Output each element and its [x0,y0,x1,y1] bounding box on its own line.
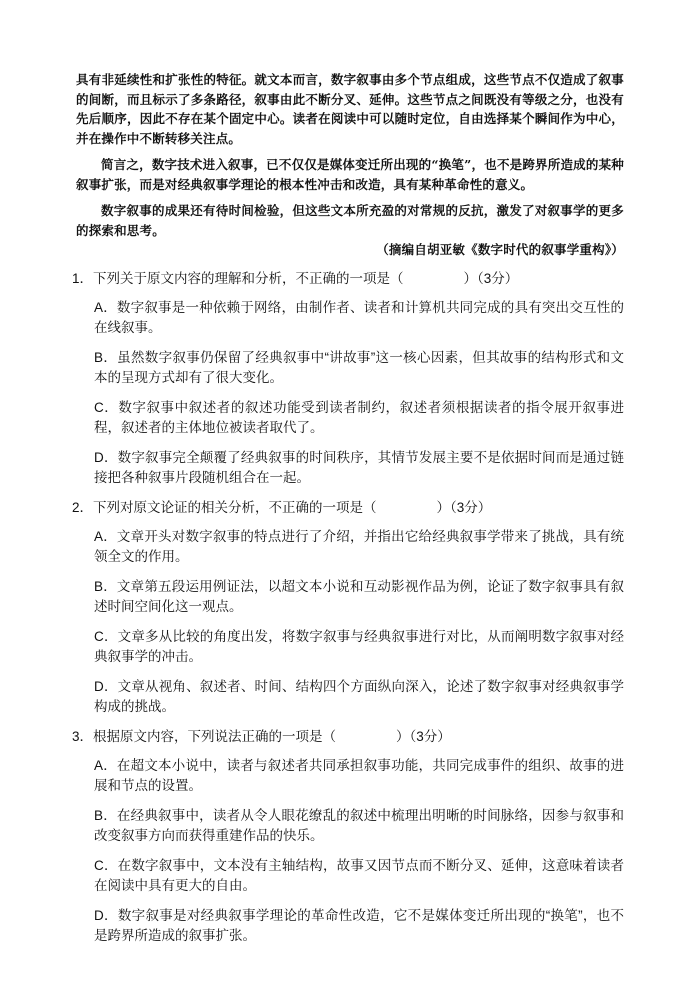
question-stem-text: 3．根据原文内容，下列说法正确的一项是（ [72,728,337,744]
passage-paragraph: 简言之，数字技术进入叙事，已不仅仅是媒体变迁所出现的“换笔”，也不是跨界所造成的某种叙事扩张，而是对经典叙事学理论的根本性冲击和改造，具有某种革命性的意义。 [76,157,624,192]
passage-paragraph-text: 数字叙事的成果还有待时间检验，但这些文本所充盈的对常规的反抗，激发了对叙事学的更多的探索和思考。 [76,203,624,238]
option-a: A．文章开头对数字叙事的特点进行了介绍，并指出它给经典叙事学带来了挑战，具有统领全文的作用。 [94,528,624,564]
question-score: ）（3分） [396,728,451,744]
option-d: D．数字叙事完全颠覆了经典叙事的时间秩序，其情节发展主要不是依据时间而是通过链接把各种叙事片段随机组合在一起。 [94,449,624,485]
option-a: A．数字叙事是一种依赖于网络，由制作者、读者和计算机共同完成的具有突出交互性的在线叙事。 [94,299,624,335]
option-d: D．数字叙事是对经典叙事学理论的革命性改造，它不是媒体变迁所出现的“换笔”，也不是跨界所造成的叙事扩张。 [94,907,624,943]
question-score: ）（3分） [436,499,492,515]
option-c: C．数字叙事中叙述者的叙述功能受到读者制约，叙述者须根据读者的指令展开叙事进程，叙述者的主体地位被读者取代了。 [94,399,624,435]
source-citation: （摘编自胡亚敏《数字时代的叙事学重构》） [376,242,624,257]
question-stem [72,727,624,747]
reading-passage [76,70,624,260]
document-page [72,70,624,947]
question-1 [72,269,624,489]
passage-paragraph [76,201,624,260]
option-list [76,298,624,489]
question-stem-text: 2．下列对原文论证的相关分析，不正确的一项是（ [72,499,377,515]
option-c: C．在数字叙事中，文本没有主轴结构，故事又因节点而不断分叉、延伸，这意味着读者在阅读中具有更大的自由。 [94,857,624,893]
option-list [76,527,624,718]
option-b: B．文章第五段运用例证法，以超文本小说和互动影视作品为例，论证了数字叙事具有叙述时间空间化这一观点。 [94,578,624,614]
option-d: D．文章从视角、叙述者、时间、结构四个方面纵向深入，论述了数字叙事对经典叙事学构成的挑战。 [94,678,624,714]
option-c: C．文章多从比较的角度出发，将数字叙事与经典叙事进行对比，从而阐明数字叙事对经典叙事学的冲击。 [94,628,624,664]
passage-paragraph: 具有非延续性和扩张性的特征。就文本而言，数字叙事由多个节点组成，这些节点不仅造成了叙事的间断，而且标示了多条路径，叙事由此不断分叉、延伸。这些节点之间既没有等级之分，也没有先后顺序，因此不存在某个固定中心。读者在阅读中可以随时定位，自由选择某个瞬间作为中心，并在操作中不断转移关注点。 [76,72,624,146]
question-score: ）（3分） [463,270,519,286]
option-b: B．在经典叙事中，读者从令人眼花缭乱的叙述中梳理出明晰的时间脉络，因参与叙事和改变叙事方向而获得重建作品的快乐。 [94,807,624,843]
question-3 [72,727,624,947]
question-stem [72,498,624,518]
option-b: B．虽然数字叙事仍保留了经典叙事中“讲故事”这一核心因素，但其故事的结构形式和文本的呈现方式却有了很大变化。 [94,349,624,385]
option-list [76,756,624,947]
option-a: A．在超文本小说中，读者与叙述者共同承担叙事功能，共同完成事件的组织、故事的进展和节点的设置。 [94,757,624,793]
question-stem-text: 1．下列关于原文内容的理解和分析，不正确的一项是（ [72,270,404,286]
question-2 [72,498,624,718]
question-stem [72,269,624,289]
